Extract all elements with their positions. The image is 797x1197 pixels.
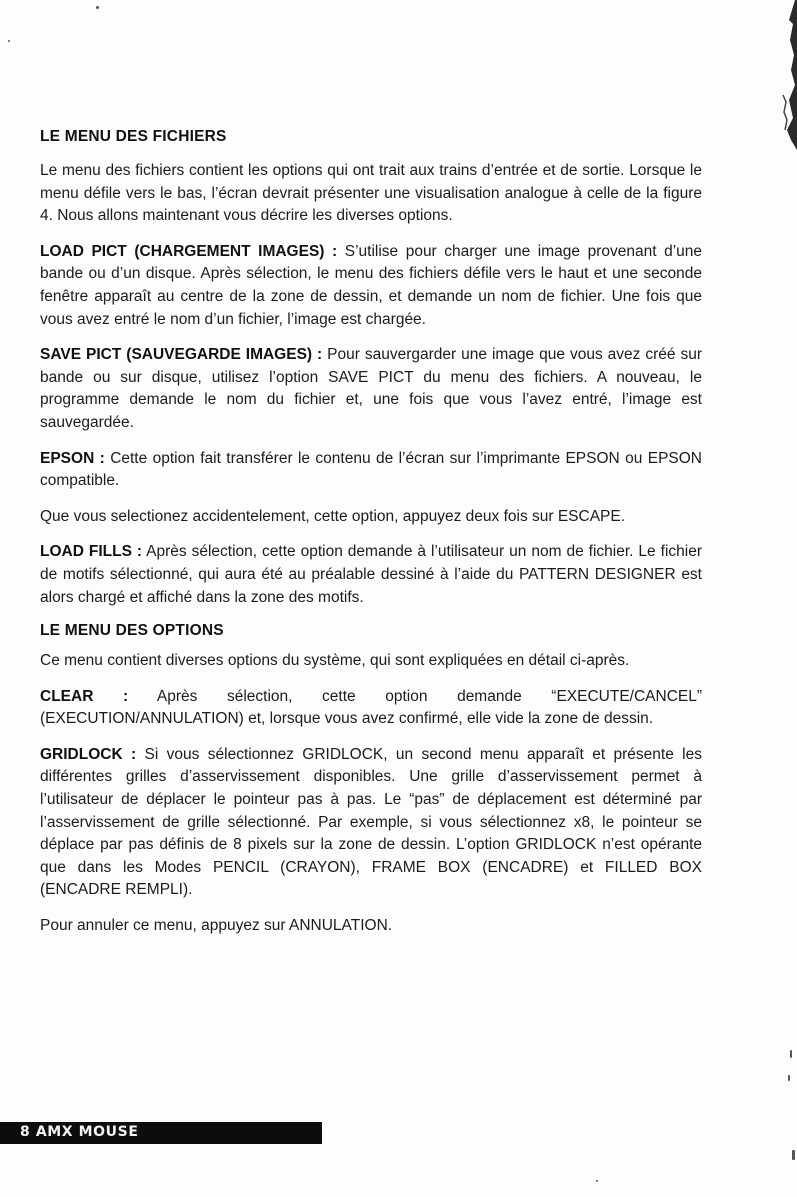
load-fills-entry <box>40 541 702 609</box>
load-pict-entry <box>40 241 702 331</box>
epson-entry <box>40 448 702 493</box>
page-body <box>40 128 702 951</box>
cancel-note: Pour annuler ce menu, appuyez sur ANNULATION. <box>40 917 393 935</box>
save-pict-term: SAVE PICT (SAUVEGARDE IMAGES) : <box>40 346 323 364</box>
gridlock-entry <box>40 744 702 902</box>
save-pict-entry <box>40 344 702 434</box>
section-heading-options: LE MENU DES OPTIONS <box>40 622 224 640</box>
load-fills-term: LOAD FILLS : <box>40 543 143 561</box>
footer-page-label: 8 AMX MOUSE <box>20 1124 139 1140</box>
scan-speck <box>790 1050 792 1058</box>
clear-entry <box>40 686 702 731</box>
gridlock-text: Si vous sélectionnez GRIDLOCK, un second menu apparaît et présente les différentes grilles d’asservissement disponibles. Une grille d’asservissement permet à l’utilisateur de déplacer le pointeur pas à pas. Le “pas” de déplacement est déterminé par l’asservissement de grille sélectionné. Par exemple, si vous sélectionnez x8, le pointeur se déplace par pas définis de 8 pixels sur la zone de dessin. L’option GRIDLOCK n’est opérante que dans les Modes PENCIL (CRAYON), FRAME BOX (ENCADRE) et FILLED BOX (ENCADRE REMPLI). <box>40 745 702 899</box>
scan-speck <box>96 6 99 9</box>
load-pict-term: LOAD PICT (CHARGEMENT IMAGES) : <box>40 242 338 260</box>
fichiers-intro: Le menu des fichiers contient les options qui ont trait aux trains d’entrée et de sortie. Lorsque le menu défile vers le bas, l’écran devrait présenter une visualisation analogue à celle de la figure 4. Nous allons maintenant vous décrire les diverses options. <box>40 162 702 225</box>
epson-text: Cette option fait transférer le contenu de l’écran sur l’imprimante EPSON ou EPSON compatible. <box>40 449 702 490</box>
scan-speck <box>8 40 10 42</box>
scan-speck <box>596 1180 598 1182</box>
scan-speck <box>788 1075 790 1081</box>
gridlock-term: GRIDLOCK : <box>40 745 137 763</box>
epson-term: EPSON : <box>40 449 105 467</box>
section-heading-fichiers: LE MENU DES FICHIERS <box>40 128 227 145</box>
options-intro: Ce menu contient diverses options du système, qui sont expliquées en détail ci-après. <box>40 652 630 670</box>
clear-term: CLEAR : <box>40 687 129 705</box>
escape-note: Que vous selectionez accidentelement, cette option, appuyez deux fois sur ESCAPE. <box>40 507 626 525</box>
load-pict-text: S’utilise pour charger une image provenant d’une bande ou d’un disque. Après sélection, le menu des fichiers défile vers le haut et une seconde fenêtre apparaît au centre de la zone de dessin, et demande un nom de fichier. Une fois que vous avez entré le nom d’un fichier, l’image est chargée. <box>40 242 703 328</box>
load-fills-text: Après sélection, cette option demande à l’utilisateur un nom de fichier. Le fichier de motifs sélectionné, qui aura été au préalable dessiné à l’aide du PATTERN DESIGNER est alors chargé et affiché dans la zone des motifs. <box>40 543 702 606</box>
clear-text: Après sélection, cette option demande “EXECUTE/CANCEL” (EXECUTION/ANNULATION) et, lorsque vous avez confirmé, elle vide la zone de dessin. <box>40 687 703 728</box>
scan-speck <box>792 1150 795 1160</box>
save-pict-text: Pour sauvergarder une image que vous avez créé sur bande ou sur disque, utilisez l’option SAVE PICT du menu des fichiers. A nouveau, le programme demande le nom du fichier et, une fois que vous l’avez entré, l’image est sauvegardée. <box>40 346 702 431</box>
scan-edge-artifact <box>775 0 797 150</box>
